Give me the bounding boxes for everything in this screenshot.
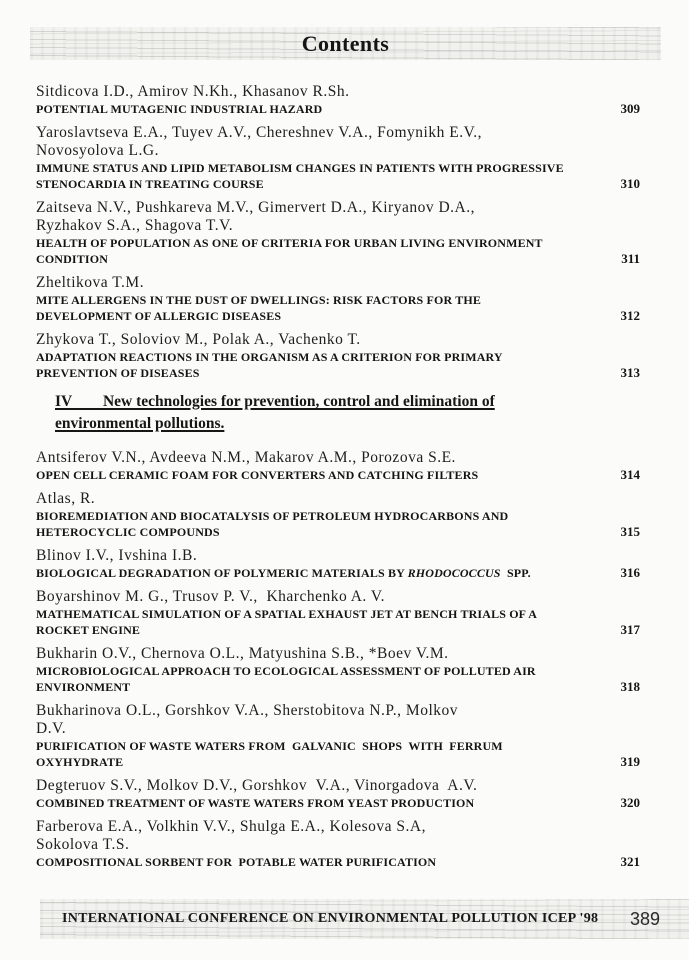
entry-page-number: 309: [620, 101, 640, 116]
toc-list-section-3: [36, 83, 640, 381]
toc-entry: [36, 331, 640, 381]
section-heading-iv: [55, 391, 640, 435]
entry-authors: Farberova E.A., Volkhin V.V., Shulga E.A., Kolesova S.A, Sokolova T.S.: [36, 818, 426, 853]
entry-page-number: 317: [620, 622, 640, 637]
toc-entry: [36, 777, 640, 811]
section-heading-line: IV New technologies for prevention, control and elimination of: [55, 393, 495, 410]
section-heading-line: environmental pollutions.: [55, 415, 225, 432]
entry-title: MATHEMATICAL SIMULATION OF A SPATIAL EXHAUST JET AT BENCH TRIALS OF A ROCKET ENGINE: [36, 607, 538, 637]
entry-page-number: 318: [620, 679, 640, 694]
entry-title: MICROBIOLOGICAL APPROACH TO ECOLOGICAL ASSESSMENT OF POLLUTED AIR ENVIRONMENT: [36, 664, 536, 694]
header-scan-rule-band: [30, 27, 661, 60]
entry-authors: Bukharin O.V., Chernova O.L., Matyushina S.B., *Boev V.M.: [36, 645, 449, 662]
entry-title: COMBINED TREATMENT OF WASTE WATERS FROM YEAST PRODUCTION: [36, 796, 475, 810]
entry-page-number: 314: [620, 467, 640, 482]
toc-entry: [36, 588, 640, 638]
entry-authors: Zaitseva N.V., Pushkareva M.V., Gimervert D.A., Kiryanov D.A., Ryzhakov S.A., Shagova T.V.: [36, 199, 475, 234]
entry-page-number: 311: [621, 251, 640, 266]
entry-authors: Yaroslavtseva E.A., Tuyev A.V., Chereshnev V.A., Fomynikh E.V., Novosyolova L.G.: [36, 124, 483, 159]
entry-authors: Antsiferov V.N., Avdeeva N.M., Makarov A.M., Porozova S.E.: [36, 449, 456, 466]
toc-entry: [36, 83, 640, 117]
footer-conference-title: INTERNATIONAL CONFERENCE ON ENVIRONMENTAL POLLUTION ICEP '98: [62, 911, 599, 926]
entry-authors: Zhykova T., Soloviov M., Polak A., Vachenko T.: [36, 331, 361, 348]
entry-title: BIOLOGICAL DEGRADATION OF POLYMERIC MATERIALS BY RHODOCOCCUS SPP.: [36, 566, 531, 580]
toc-entry: [36, 818, 640, 870]
entry-title-row: [36, 738, 640, 770]
entry-page-number: 312: [620, 308, 640, 323]
entry-page-number: 319: [620, 754, 640, 769]
toc-entry: [36, 124, 640, 192]
entry-authors: Blinov I.V., Ivshina I.B.: [36, 547, 198, 564]
entry-authors: Sitdicova I.D., Amirov N.Kh., Khasanov R.Sh.: [36, 83, 350, 100]
entry-title-row: [36, 606, 640, 638]
page-title: Contents: [301, 31, 390, 56]
footer-page-number: 389: [629, 908, 660, 929]
entry-authors: Bukharinova O.L., Gorshkov V.A., Sherstobitova N.P., Molkov D.V.: [36, 702, 459, 737]
entry-title: BIOREMEDIATION AND BIOCATALYSIS OF PETROLEUM HYDROCARBONS AND HETEROCYCLIC COMPOUNDS: [36, 509, 509, 539]
entry-page-number: 310: [620, 176, 640, 191]
entry-page-number: 313: [620, 365, 640, 380]
entry-title: IMMUNE STATUS AND LIPID METABOLISM CHANGES IN PATIENTS WITH PROGRESSIVE STENOCARDIA IN TREATING COURSE: [36, 161, 564, 191]
entry-authors: Zheltikova T.M.: [36, 274, 145, 291]
toc-entry: [36, 645, 640, 695]
entry-page-number: 321: [620, 854, 640, 869]
entry-title: HEALTH OF POPULATION AS ONE OF CRITERIA FOR URBAN LIVING ENVIRONMENT CONDITION: [36, 236, 543, 266]
footer: [40, 899, 689, 939]
entry-authors: Atlas, R.: [36, 490, 96, 507]
toc-entry: [36, 702, 640, 770]
entry-title: MITE ALLERGENS IN THE DUST OF DWELLINGS: RISK FACTORS FOR THE DEVELOPMENT OF ALLERGIC DISEASES: [36, 293, 482, 323]
entry-title-row: [36, 101, 640, 117]
entry-page-number: 316: [620, 565, 640, 580]
entry-title: ADAPTATION REACTIONS IN THE ORGANISM AS A CRITERION FOR PRIMARY PREVENTION OF DISEASES: [36, 350, 503, 380]
entry-title: OPEN CELL CERAMIC FOAM FOR CONVERTERS AND CATCHING FILTERS: [36, 468, 479, 482]
entry-title-row: [36, 467, 640, 483]
entry-title-row: [36, 854, 640, 870]
entry-title-row: [36, 565, 640, 581]
entry-title-row: [36, 795, 640, 811]
toc-list-section-4: [36, 449, 640, 870]
entry-title: PURIFICATION OF WASTE WATERS FROM GALVANIC SHOPS WITH FERRUM OXYHYDRATE: [36, 739, 503, 769]
toc-content: [36, 83, 640, 877]
entry-title-row: [36, 292, 640, 324]
toc-entry: [36, 547, 640, 581]
entry-title-row: [36, 349, 640, 381]
toc-entry: [36, 274, 640, 324]
toc-entry: [36, 490, 640, 540]
entry-page-number: 320: [620, 795, 640, 810]
entry-page-number: 315: [620, 524, 640, 539]
entry-title: POTENTIAL MUTAGENIC INDUSTRIAL HAZARD: [36, 102, 323, 116]
toc-entry: [36, 199, 640, 267]
entry-title-row: [36, 235, 640, 267]
entry-title-row: [36, 508, 640, 540]
entry-title-row: [36, 160, 640, 192]
entry-title: COMPOSITIONAL SORBENT FOR POTABLE WATER PURIFICATION: [36, 855, 437, 869]
toc-entry: [36, 449, 640, 483]
entry-authors: Degteruov S.V., Molkov D.V., Gorshkov V.A., Vinorgadova A.V.: [36, 777, 478, 794]
entry-authors: Boyarshinov M. G., Trusov P. V., Kharchenko A. V.: [36, 588, 385, 605]
entry-title-row: [36, 663, 640, 695]
